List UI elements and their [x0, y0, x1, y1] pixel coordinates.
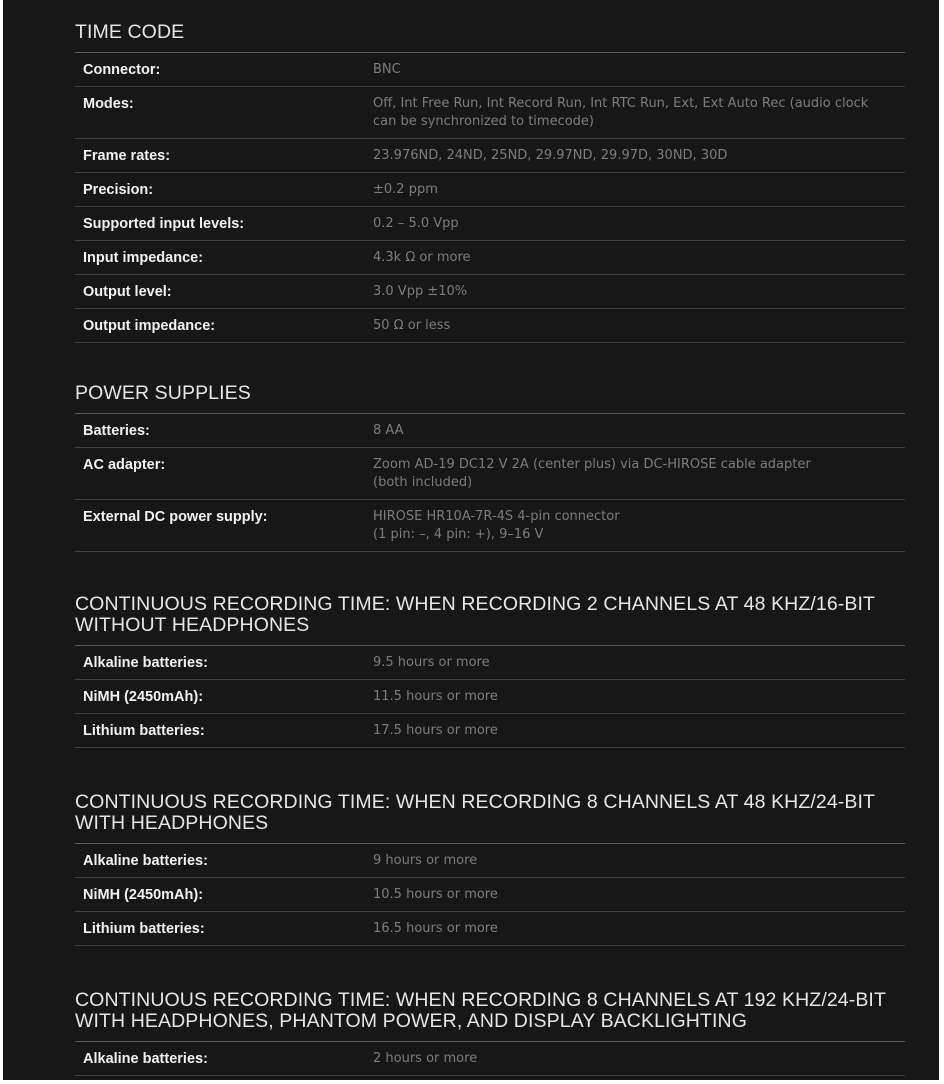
spec-row — [75, 53, 905, 87]
section-power-supplies — [75, 383, 905, 552]
spec-label: Precision: — [83, 182, 154, 198]
spec-value: 3.0 Vpp ±10% — [373, 284, 468, 299]
spec-value: 9 hours or more — [373, 853, 478, 868]
spec-label: AC adapter: — [83, 457, 166, 473]
spec-label: Connector: — [83, 62, 161, 78]
spec-row — [75, 414, 905, 448]
spec-value: 11.5 hours or more — [373, 689, 498, 704]
section-time-code — [75, 22, 905, 343]
spec-value: HIROSE HR10A-7R-4S 4-pin connector (1 pin: –, 4 pin: +), 9–16 V — [373, 509, 620, 542]
section-recording-time-8ch-192k — [75, 990, 905, 1076]
spec-row — [75, 207, 905, 241]
spec-row — [75, 714, 905, 748]
spec-row — [75, 241, 905, 275]
spec-value: 17.5 hours or more — [373, 723, 498, 738]
spec-label: Modes: — [83, 96, 134, 112]
spec-value: 8 AA — [373, 423, 404, 438]
spec-row — [75, 275, 905, 309]
spec-label: Frame rates: — [83, 148, 171, 164]
spec-label: Output level: — [83, 284, 172, 300]
spec-label: Output impedance: — [83, 318, 216, 334]
section-title: CONTINUOUS RECORDING TIME: WHEN RECORDING 8 CHANNELS AT 48 KHZ/24-BIT WITH HEADPHONES — [75, 792, 905, 844]
spec-row — [75, 309, 905, 343]
spec-value: ±0.2 ppm — [373, 182, 438, 197]
spec-value: Zoom AD-19 DC12 V 2A (center plus) via DC-HIROSE cable adapter (both included) — [373, 457, 811, 490]
spec-label: External DC power supply: — [83, 509, 268, 525]
page-frame — [3, 0, 939, 1080]
section-title: POWER SUPPLIES — [75, 383, 905, 414]
spec-label: NiMH (2450mAh): — [83, 689, 204, 705]
spec-label: Input impedance: — [83, 250, 204, 266]
spec-row — [75, 680, 905, 714]
spec-label: Lithium batteries: — [83, 921, 205, 937]
section-recording-time-2ch — [75, 594, 905, 748]
spec-value: 23.976ND, 24ND, 25ND, 29.97ND, 29.97D, 30ND, 30D — [373, 148, 728, 163]
spec-row — [75, 173, 905, 207]
section-title: TIME CODE — [75, 22, 905, 53]
spec-value: 0.2 – 5.0 Vpp — [373, 216, 459, 231]
spec-row — [75, 448, 905, 500]
spec-row — [75, 878, 905, 912]
spec-label: Alkaline batteries: — [83, 853, 208, 869]
spec-row — [75, 912, 905, 946]
spec-label: Lithium batteries: — [83, 723, 205, 739]
spec-value: Off, Int Free Run, Int Record Run, Int RTC Run, Ext, Ext Auto Rec (audio clock can be synchronized to timecode) — [373, 96, 869, 129]
spec-label: Alkaline batteries: — [83, 1051, 208, 1067]
spec-row — [75, 87, 905, 139]
spec-value: BNC — [373, 62, 401, 77]
spec-label: Alkaline batteries: — [83, 655, 208, 671]
spec-row — [75, 139, 905, 173]
spec-value: 4.3k Ω or more — [373, 250, 471, 265]
spec-row — [75, 500, 905, 552]
spec-value: 10.5 hours or more — [373, 887, 498, 902]
spec-value: 2 hours or more — [373, 1051, 478, 1066]
section-recording-time-8ch-48k — [75, 792, 905, 946]
spec-row — [75, 844, 905, 878]
spec-label: NiMH (2450mAh): — [83, 887, 204, 903]
spec-value: 9.5 hours or more — [373, 655, 490, 670]
spec-value: 16.5 hours or more — [373, 921, 498, 936]
section-title: CONTINUOUS RECORDING TIME: WHEN RECORDING 8 CHANNELS AT 192 KHZ/24-BIT WITH HEADPHONES, PHANTOM POWER, AND DISPLAY BACKLIGHTING — [75, 990, 905, 1042]
spec-row — [75, 646, 905, 680]
spec-label: Batteries: — [83, 423, 150, 439]
spec-label: Supported input levels: — [83, 216, 245, 232]
spec-value: 50 Ω or less — [373, 318, 451, 333]
section-title: CONTINUOUS RECORDING TIME: WHEN RECORDING 2 CHANNELS AT 48 KHZ/16-BIT WITHOUT HEADPHONES — [75, 594, 905, 646]
spec-row — [75, 1042, 905, 1076]
